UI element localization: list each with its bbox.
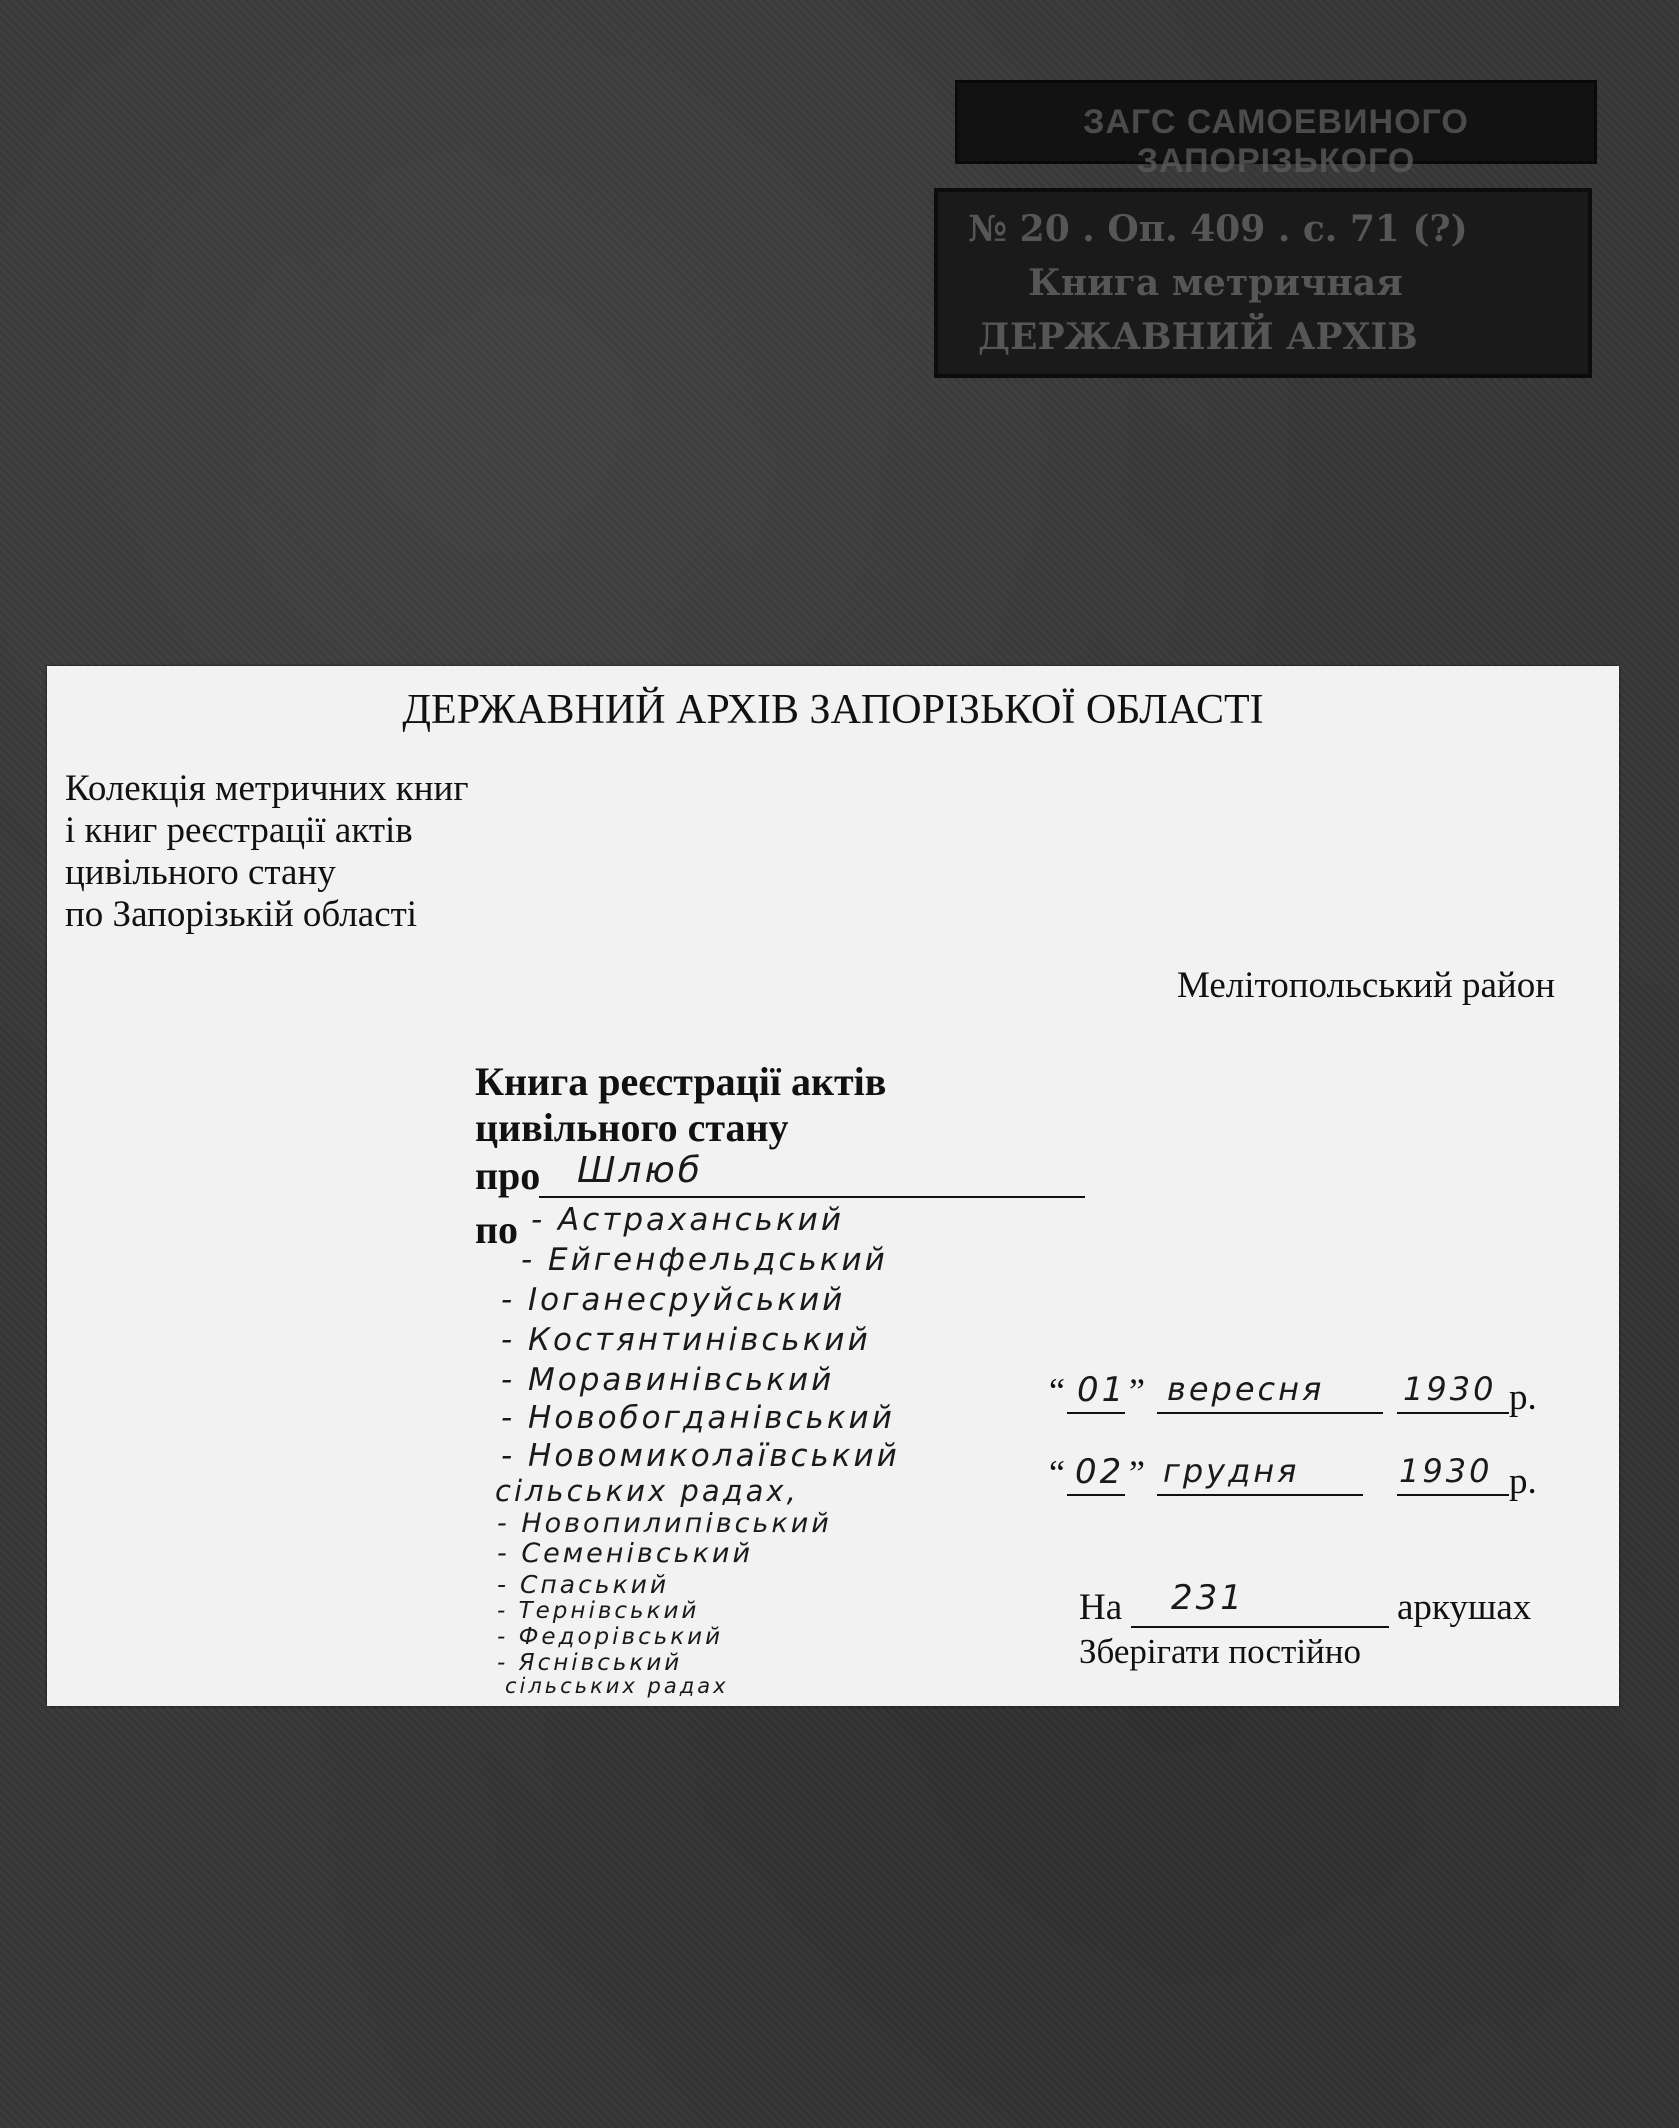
council-item: - Федорівський	[497, 1624, 724, 1650]
by-label: по	[475, 1207, 519, 1252]
sheets-underline	[1131, 1626, 1389, 1628]
keep-note: Зберігати постійно	[1079, 1632, 1362, 1671]
date-end-month: грудня	[1163, 1452, 1300, 1490]
archive-label-card	[47, 666, 1619, 1706]
date-open-quote: “	[1049, 1453, 1065, 1493]
sheets-suffix: аркушах	[1397, 1587, 1532, 1628]
sheets-label: На	[1079, 1587, 1123, 1628]
council-item: - Спаський	[497, 1570, 670, 1599]
sheets-value-handwritten: 231	[1171, 1578, 1245, 1618]
council-item: - Іоганесруйський	[501, 1282, 846, 1318]
stamp-line: ДЕРЖАВНИЙ АРХІВ	[978, 316, 1418, 358]
date-start-year-underline	[1397, 1412, 1509, 1414]
council-item: - Моравинівський	[501, 1362, 835, 1398]
collection-line: і книг реєстрації актів	[65, 810, 413, 851]
book-title-line: цивільного стану	[475, 1105, 789, 1150]
council-item: - Астраханський	[531, 1202, 844, 1238]
council-item: - Яснівський	[497, 1650, 683, 1676]
about-value-handwritten: Шлюб	[577, 1150, 704, 1191]
archive-title: ДЕРЖАВНИЙ АРХІВ ЗАПОРІЗЬКОЇ ОБЛАСТІ	[402, 687, 1264, 733]
date-start-day-underline	[1067, 1412, 1125, 1414]
date-start-day: 01	[1077, 1370, 1127, 1410]
district-name: Мелітопольський район	[1176, 965, 1555, 1006]
collection-line: Колекція метричних книг	[65, 768, 469, 809]
date-end-day: 02	[1075, 1452, 1125, 1492]
council-item: - Новобогданівський	[501, 1400, 895, 1436]
date-end-month-underline	[1157, 1494, 1363, 1496]
date-end-year-underline	[1397, 1494, 1509, 1496]
council-item: сільських радах	[505, 1674, 729, 1698]
date-open-quote: “	[1049, 1371, 1065, 1411]
council-item: - Тернівський	[497, 1598, 700, 1624]
date-start-suffix: р.	[1509, 1377, 1537, 1418]
council-item: сільських радах,	[495, 1474, 799, 1508]
archive-stamp-top	[955, 80, 1597, 180]
book-title-line: Книга реєстрації актів	[475, 1059, 887, 1104]
stamp-line: Книга метричная	[1028, 262, 1403, 304]
stamp-line: № 20 . Оп. 409 . с. 71 (?)	[968, 208, 1468, 250]
about-underline	[539, 1196, 1085, 1198]
date-start-month-underline	[1157, 1412, 1383, 1414]
date-end-suffix: р.	[1509, 1461, 1537, 1502]
collection-line: по Запорізькій області	[65, 894, 418, 935]
council-item: - Новопилипівський	[497, 1508, 832, 1539]
date-end-day-underline	[1067, 1494, 1125, 1496]
council-item: - Семенівський	[497, 1538, 753, 1569]
date-close-quote: ”	[1129, 1371, 1145, 1411]
date-close-quote: ”	[1129, 1453, 1145, 1493]
stamp-top-text: ЗАГС САМОЕВИНОГО ЗАПОРІЗЬКОГО	[1083, 103, 1469, 180]
council-item: - Новомиколаївський	[501, 1438, 900, 1474]
date-end-year: 1930	[1399, 1452, 1493, 1490]
collection-line: цивільного стану	[65, 852, 336, 893]
date-start-month: вересня	[1167, 1370, 1325, 1408]
about-label: про	[475, 1153, 541, 1198]
council-item: - Ейгенфельдський	[521, 1242, 888, 1278]
date-start-year: 1930	[1403, 1370, 1497, 1408]
council-item: - Костянтинівський	[501, 1322, 871, 1358]
archive-stamp-box	[934, 188, 1592, 378]
